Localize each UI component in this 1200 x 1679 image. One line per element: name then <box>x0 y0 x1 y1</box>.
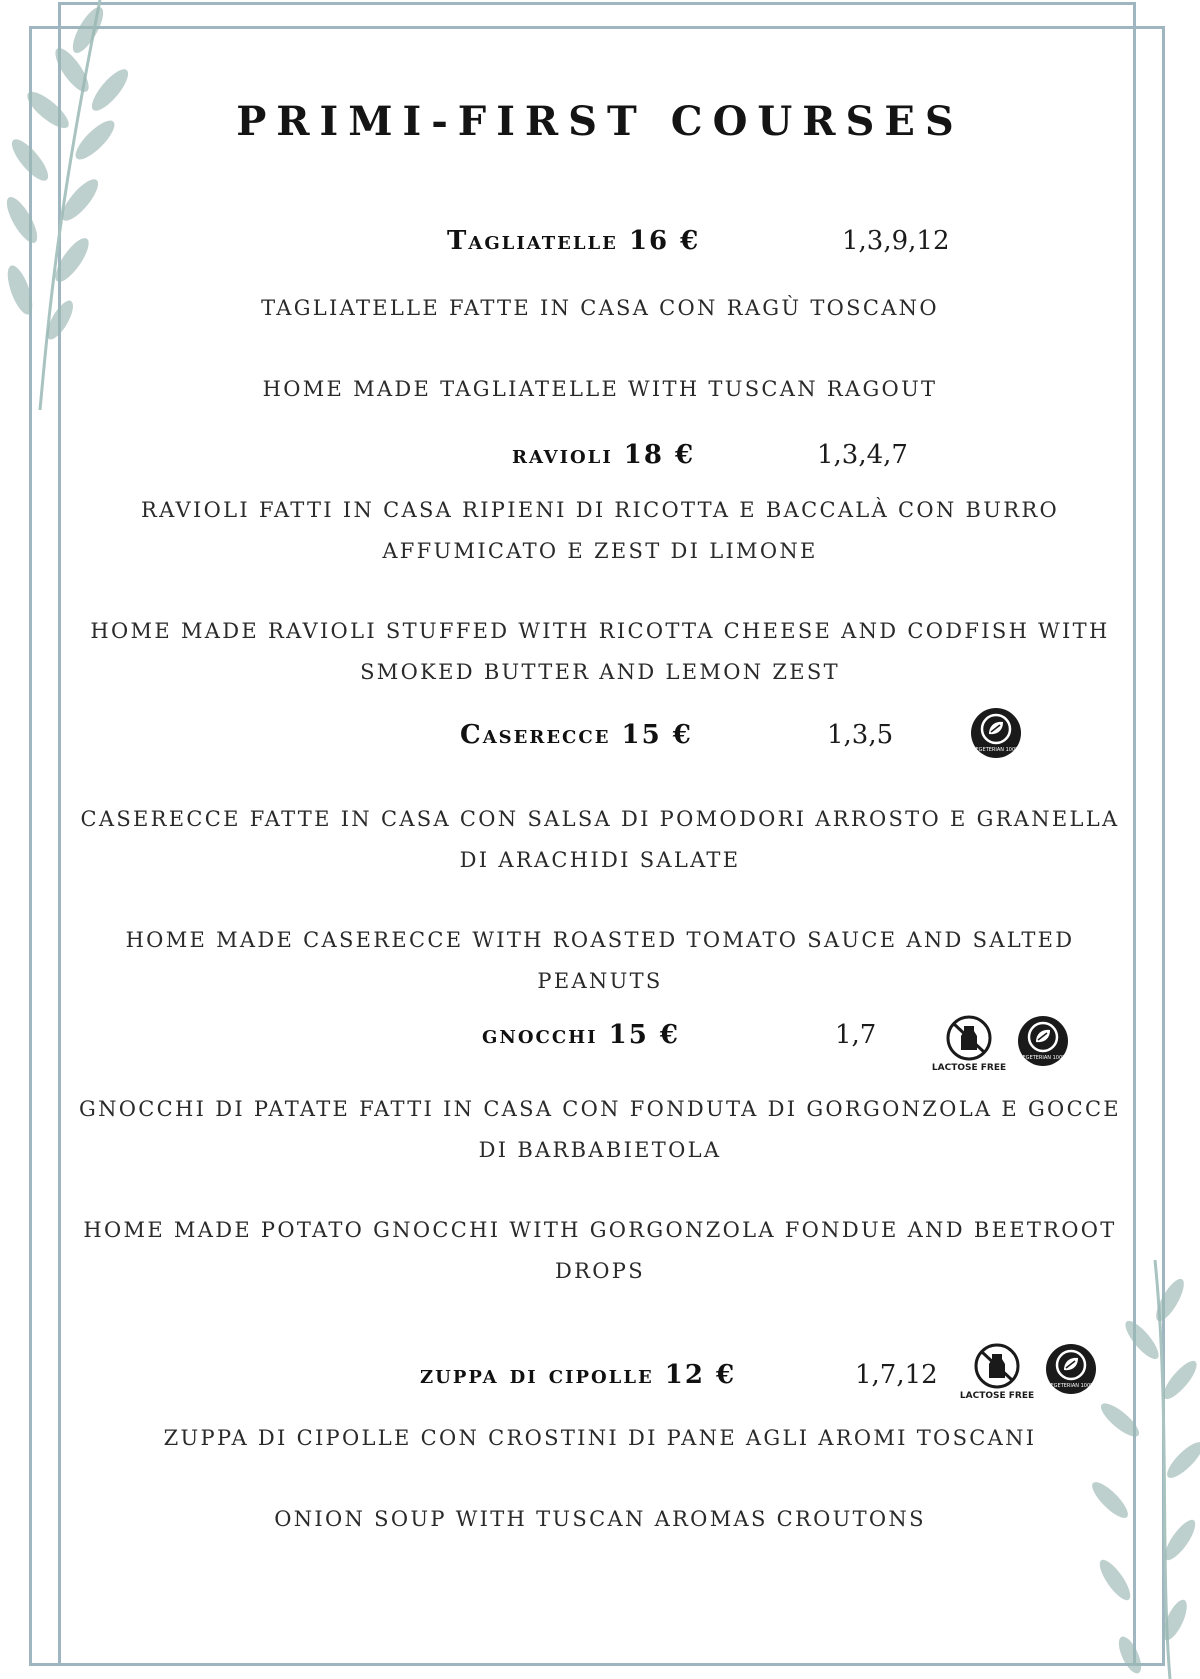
dish-allergens: 1,7 <box>835 1020 877 1050</box>
dish-description-it: CASERECCE FATTE IN CASA CON SALSA DI POMODORI ARROSTO E GRANELLA DI ARACHIDI SALATE <box>80 807 1120 872</box>
dish-name: zuppa di cipolle 12 € <box>420 1360 737 1390</box>
vegetarian-badge-label: VEGETERIAN 100% <box>1047 1383 1095 1389</box>
dish-description-it: ZUPPA DI CIPOLLE CON CROSTINI DI PANE AGLI AROMI TOSCANI <box>163 1426 1037 1450</box>
leaf-branch-bottom-right <box>1060 1260 1200 1679</box>
dish-description-it: RAVIOLI FATTI IN CASA RIPIENI DI RICOTTA E BACCALÀ CON BURRO AFFUMICATO E ZEST DI LIMONE <box>141 498 1059 563</box>
lactose-free-badge-label: LACTOSE FREE <box>959 1391 1035 1401</box>
dish-allergens: 1,3,9,12 <box>842 226 950 256</box>
vegetarian-icon <box>1044 1342 1098 1396</box>
dish-description-en: HOME MADE CASERECCE WITH ROASTED TOMATO SAUCE AND SALTED PEANUTS <box>125 928 1075 993</box>
dish-heading-row <box>0 440 1200 480</box>
lactose-free-icon <box>931 1014 1007 1080</box>
dish-description-it: GNOCCHI DI PATATE FATTI IN CASA CON FONDUTA DI GORGONZOLA E GOCCE DI BARBABIETOLA <box>79 1097 1121 1162</box>
dish-name: gnocchi 15 € <box>482 1020 680 1050</box>
dish-allergens: 1,7,12 <box>855 1360 938 1390</box>
lactose-free-badge-label: LACTOSE FREE <box>931 1063 1007 1073</box>
dish-heading-row <box>0 226 1200 266</box>
dish-allergens: 1,3,5 <box>827 720 894 750</box>
dish-name: ravioli 18 € <box>512 440 696 470</box>
dish-description-en: HOME MADE POTATO GNOCCHI WITH GORGONZOLA FONDUE AND BEETROOT DROPS <box>83 1218 1117 1283</box>
dish-name: Tagliatelle 16 € <box>447 226 701 256</box>
vegetarian-icon <box>969 706 1023 760</box>
vegetarian-badge-label: VEGETERIAN 100% <box>1019 1055 1067 1061</box>
dish-description-en: ONION SOUP WITH TUSCAN AROMAS CROUTONS <box>274 1507 926 1531</box>
menu-title: PRIMI-FIRST COURSES <box>236 98 964 145</box>
dish-description-it: TAGLIATELLE FATTE IN CASA CON RAGÙ TOSCANO <box>261 296 939 320</box>
vegetarian-icon <box>1016 1014 1070 1068</box>
dish-name: Caserecce 15 € <box>460 720 693 750</box>
dish-description-en: HOME MADE RAVIOLI STUFFED WITH RICOTTA CHEESE AND CODFISH WITH SMOKED BUTTER AND LEMON ZEST <box>90 619 1110 684</box>
leaf-branch-top-left <box>0 0 170 420</box>
lactose-free-icon <box>959 1342 1035 1408</box>
dish-description-en: HOME MADE TAGLIATELLE WITH TUSCAN RAGOUT <box>262 377 938 401</box>
dish-allergens: 1,3,4,7 <box>817 440 908 470</box>
vegetarian-badge-label: VEGETERIAN 100% <box>972 747 1020 753</box>
